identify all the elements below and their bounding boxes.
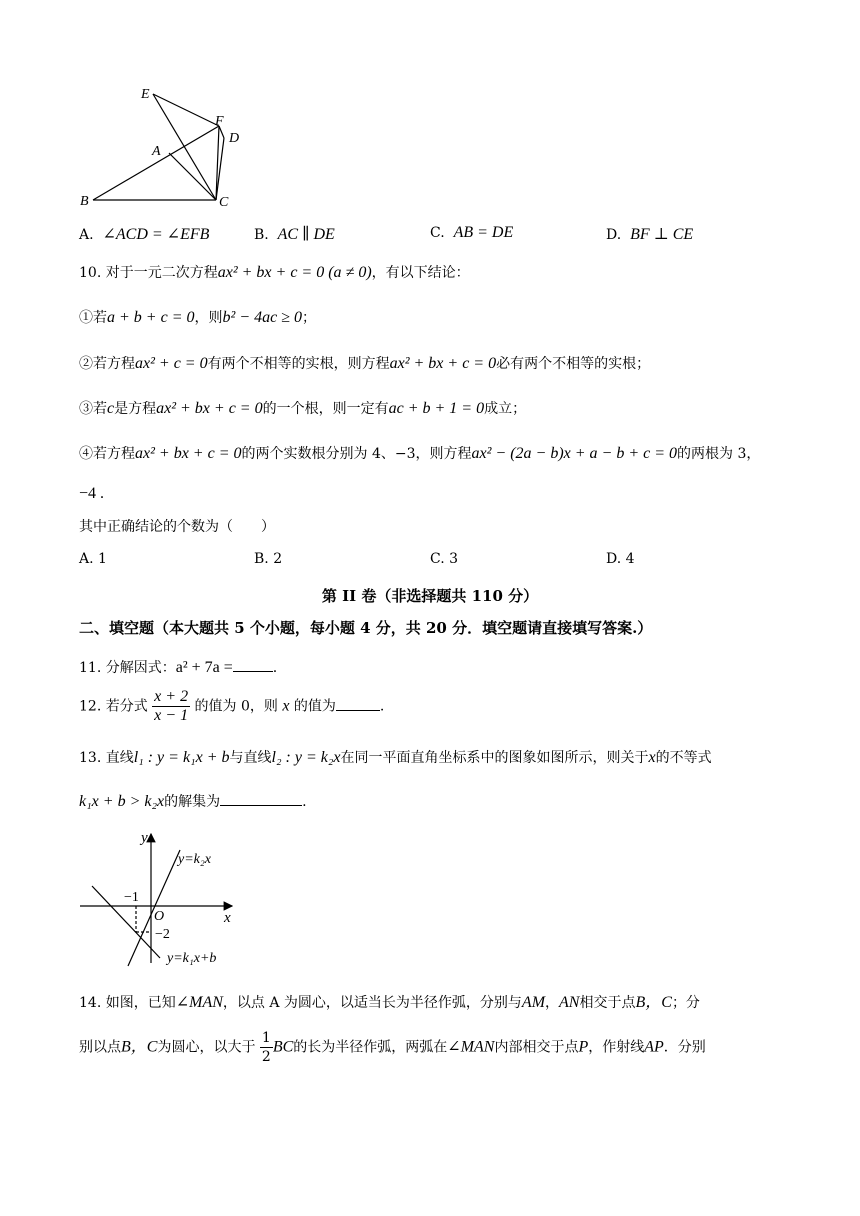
q14-line-1: 14. 如图，已知∠MAN，以点 A 为圆心，以适当长为半径作弧，分别与AM，AN相交于点B，C；分 [79,994,700,1011]
q13-line-1: 13. 直线l₁ : y = k₁x + b与直线l₂ : y = k₂x在同一平面直角坐标系中的图象如图所示，则关于x的不等式 [79,749,712,766]
q10-option-d: D. 4 [606,551,635,567]
coordinate-graph [76,828,256,968]
line-label-k2: y=k₂x [178,852,211,867]
tick-label-x: −1 [124,890,139,905]
q10-stem: 10. 对于一元二次方程ax² + bx + c = 0 (a ≠ 0)，有以下结论： [79,264,470,281]
point-label-A: A [152,144,161,159]
q10-question: 其中正确结论的个数为（ ） [79,519,275,535]
point-label-B: B [80,194,89,209]
q10-option-b: B. 2 [254,551,283,567]
section-title: 第 II 卷（非选择题共 110 分） [321,587,539,605]
q9-option-b: B. AC ∥ DE [254,226,335,243]
y-axis-label: y [141,830,148,846]
line-label-k1: y=k₁x+b [167,951,217,966]
origin-label: O [154,909,165,924]
q12: 12. 若分式 $\frac{x + 2}{x - 1}$ 的值为 0，则 x 的值为 . [79,688,385,724]
q14-line-2: 别以点B，C为圆心，以大于 $\frac{1}{2}$ BC的长为半径作弧，两弧在∠MAN内部相交于点P，作射线AP．分别 [79,1030,706,1065]
q10-conclusion-1: ①若a + b + c = 0，则b² − 4ac ≥ 0； [79,309,316,326]
q10-option-a: A. 1 [79,551,107,567]
x-axis-label: x [224,910,231,926]
q9-option-d: D. BF ⊥ CE [606,226,694,243]
q10-option-c: C. 3 [430,551,459,567]
q14-fraction: $\frac{1}{2}$ [261,1030,271,1065]
q12-fraction: $\frac{x + 2}{x - 1}$ [154,688,189,724]
q13-line-2: k₁x + b > k₂x的解集为 . [79,793,307,810]
point-label-E: E [141,87,150,102]
point-label-D: D [229,131,240,146]
q9-option-a: A. ∠ACD = ∠EFB [79,226,210,243]
q9-option-c: C. AB = DE [430,224,514,241]
q10-conclusion-4-cont: −4 . [79,485,105,502]
tick-label-y: −2 [155,927,170,942]
part2-heading: 二、填空题（本大题共 5 个小题，每小题 4 分，共 20 分．填空题请直接填写答案.） [79,619,653,637]
point-label-F: F [215,114,224,129]
point-label-C: C [219,195,229,210]
q10-conclusion-2: ②若方程ax² + c = 0有两个不相等的实根，则方程ax² + bx + c = 0必有两个不相等的实根； [79,355,651,372]
q10-conclusion-3: ③若c是方程ax² + bx + c = 0的一个根，则一定有ac + b + 1 = 0成立； [79,400,527,417]
q10-conclusion-4: ④若方程ax² + bx + c = 0的两个实数根分别为 4、−3，则方程ax² − (2a − b)x + a − b + c = 0的两根为 3， [79,445,761,462]
triangle-figure [78,80,258,215]
q11: 11. 分解因式：a² + 7a = . [79,659,278,676]
